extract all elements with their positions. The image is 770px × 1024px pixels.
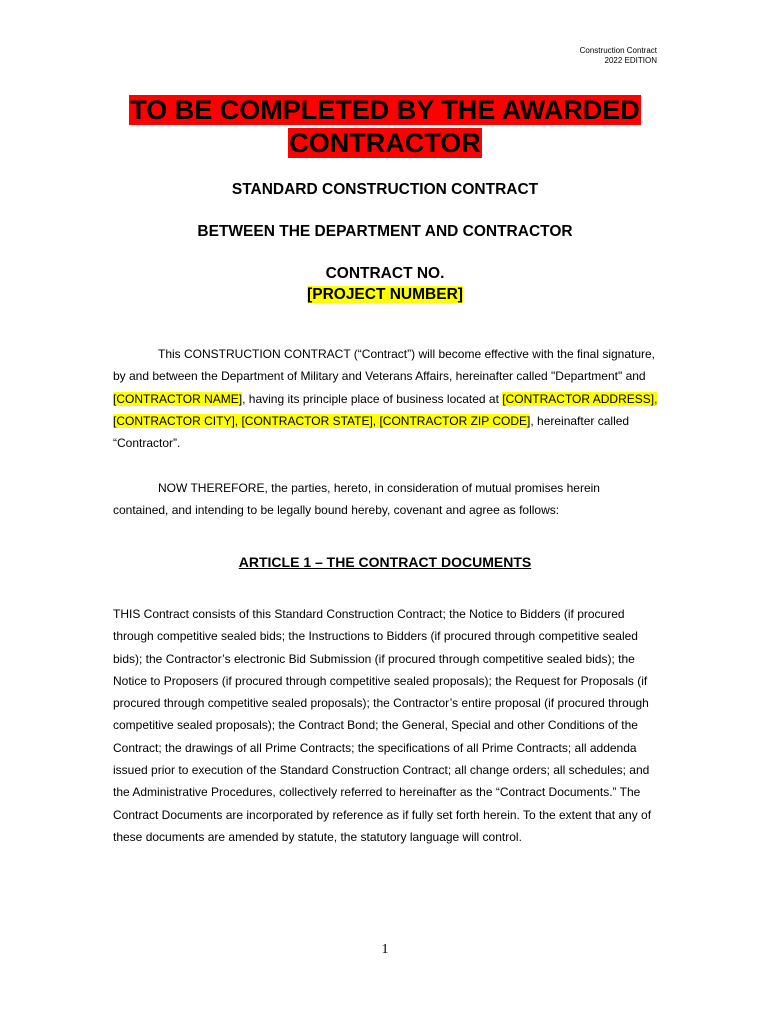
contractor-address-field: [CONTRACTOR ADDRESS], [CONTRACTOR CITY], [CONTRACTOR STATE], [CONTRACTOR ZIP CODE] [113,391,658,428]
contractor-name-field: [CONTRACTOR NAME] [113,391,243,406]
completion-banner [0,94,770,160]
article-1-heading: ARTICLE 1 – THE CONTRACT DOCUMENTS [238,554,532,570]
banner-line-1: TO BE COMPLETED BY THE AWARDED [130,95,640,125]
header-edition: 2022 EDITION [604,56,657,65]
article-1-body: THIS Contract consists of this Standard Construction Contract; the Notice to Bidders (if procured through competitive sealed bids; the Instructions to Bidders (if procured through competitive sealed bids); the Contractor’s electronic Bid Submission (if procured through competitive sealed bids); the Notice to Proposers (if procured through competitive sealed proposals); the Request for Proposals (if procured through competitive sealed proposals); the Contractor’s entire proposal (if procured through competitive sealed proposals); the Contract Bond; the General, Special and other Conditions of the Contract; the drawings of all Prime Contracts; the specifications of all Prime Contracts; all addenda issued prior to execution of the Standard Construction Contract; all change orders; all schedules; and the Administrative Procedures, collectively referred to hereinafter as the “Contract Documents.” The Contract Documents are incorporated by reference as if fully set forth herein. To the extent that any of these documents are amended by statute, the statutory language will control. [113,607,652,844]
running-header [580,46,657,66]
intro-paragraph [113,343,658,454]
title-between-parties: BETWEEN THE DEPARTMENT AND CONTRACTOR [197,223,573,240]
header-title: Construction Contract [579,46,657,55]
title-standard-contract: STANDARD CONSTRUCTION CONTRACT [231,181,539,198]
now-therefore-text: NOW THEREFORE, the parties, hereto, in consideration of mutual promises herein contained, and intending to be legally bound hereby, covenant and agree as follows: [113,481,600,518]
now-therefore-paragraph [113,477,658,522]
intro-text-3: , hereinafter called “Contractor”. [113,413,630,451]
intro-text-1: This CONSTRUCTION CONTRACT (“Contract”) will become effective with the final signature, by and between the Department of Military and Veterans Affairs, hereinafter called "Department" and [113,347,656,384]
project-number-field: [PROJECT NUMBER] [307,286,463,303]
banner-line-2: CONTRACTOR [289,128,481,158]
title-contract-no: CONTRACT NO. [325,265,445,282]
title-project-number-wrap [0,285,770,305]
intro-text-2: , having its principle place of business located at [242,391,503,406]
page-number: 1 [381,942,389,957]
